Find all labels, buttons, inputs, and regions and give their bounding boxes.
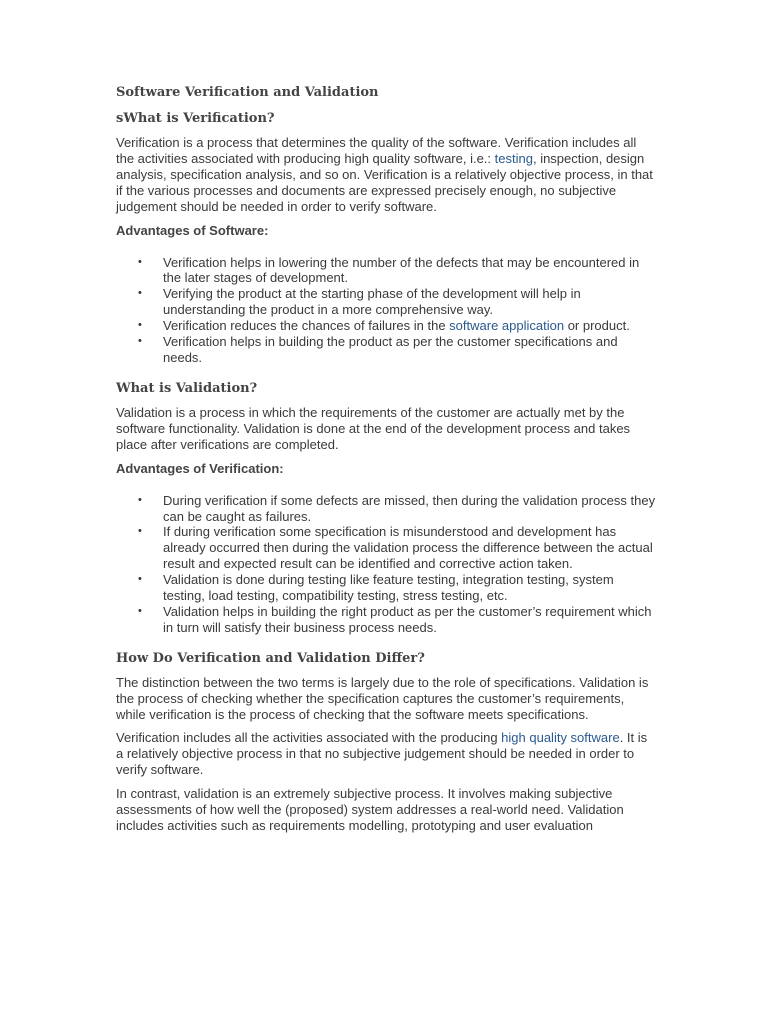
validation-paragraph: Validation is a process in which the requirements of the customer are actually met by the software functionality. Validation is done at the end of the development process and takes place after verifications are completed. — [116, 404, 631, 452]
list-item-text: During verification if some defects are missed, then during the validation process they can be caught as failures. — [163, 492, 656, 524]
advantages-software-heading: Advantages of Software: — [116, 222, 269, 238]
differ-paragraph-2 — [116, 730, 656, 778]
advantages-software-list — [116, 255, 656, 366]
document-title: Software Verification and Validation — [116, 85, 379, 100]
list-item — [116, 604, 656, 636]
software-application-link[interactable]: software application — [449, 318, 565, 334]
list-item — [116, 572, 656, 604]
differ-heading: How Do Verification and Validation Differ? — [116, 650, 425, 666]
verification-text-pre: Verification is a process that determines the quality of the software. Verification includes all the activities associated with producing high quality software, i.e.: — [116, 135, 637, 166]
differ-paragraph-3: In contrast, validation is an extremely subjective process. It involves making subjective assessments of how well the (proposed) system addresses a real-world need. Validation includes activities such as requirements modelling, prototyping and user evaluation — [116, 786, 624, 833]
bullet-icon: • — [138, 319, 142, 332]
advantages-verification-heading: Advantages of Verification: — [116, 460, 284, 476]
testing-link[interactable]: testing — [494, 150, 533, 166]
list-item-text: Verification helps in lowering the number of the defects that may be encountered in the later stages of development. — [163, 254, 640, 286]
bullet-icon: • — [138, 573, 142, 586]
list-item — [116, 255, 656, 287]
differ-paragraph-1: The distinction between the two terms is largely due to the role of specifications. Validation is the process of checking whether the specification captures the customer’s requirements, while verification is the process of checking that the software meets specifications. — [116, 674, 649, 722]
list-item-text: Validation helps in building the right product as per the customer’s requirement which in turn will satisfy their business process needs. — [163, 603, 652, 635]
list-item — [116, 524, 656, 572]
bullet-icon: • — [138, 287, 142, 300]
document-page — [116, 84, 656, 842]
validation-heading: What is Validation? — [116, 380, 258, 396]
high-quality-software-link[interactable]: high quality software — [501, 730, 620, 746]
list-item-text: Verification helps in building the product as per the customer specifications and needs. — [163, 334, 618, 365]
verification-paragraph — [116, 135, 656, 215]
list-item-text-pre: Verification reduces the chances of failures in the — [163, 318, 450, 334]
list-item-text: Validation is done during testing like feature testing, integration testing, system testing, load testing, compatibility testing, stress testing, etc. — [163, 572, 614, 604]
list-item-text-post: or product. — [564, 318, 630, 334]
differ-text-post: . It is a relatively objective process in that no subjective judgement should be needed in order to verify software. — [116, 730, 648, 778]
bullet-icon: • — [138, 604, 142, 617]
bullet-icon: • — [138, 525, 142, 538]
list-item — [116, 493, 656, 525]
bullet-icon: • — [138, 335, 142, 348]
list-item-text: If during verification some specification is misunderstood and development has already occurred then during the validation process the difference between the actual result and expected result can be identified and corrective action taken. — [163, 524, 653, 572]
list-item — [116, 334, 656, 366]
verification-text-post: , inspection, design analysis, specification analysis, and so on. Verification is a relatively objective process, in that if the various processes and documents are expressed precisely enough, no subjective judgement should be needed in order to verify software. — [116, 150, 653, 214]
bullet-icon: • — [138, 255, 142, 268]
verification-heading: sWhat is Verification? — [116, 111, 275, 126]
differ-text-pre: Verification includes all the activities associated with the producing — [116, 730, 502, 746]
list-item — [116, 286, 656, 318]
list-item-text: Verifying the product at the starting phase of the development will help in understanding the product in a more comprehensive way. — [163, 286, 581, 318]
bullet-icon: • — [138, 493, 142, 506]
advantages-verification-list — [116, 493, 656, 636]
list-item — [116, 318, 656, 334]
